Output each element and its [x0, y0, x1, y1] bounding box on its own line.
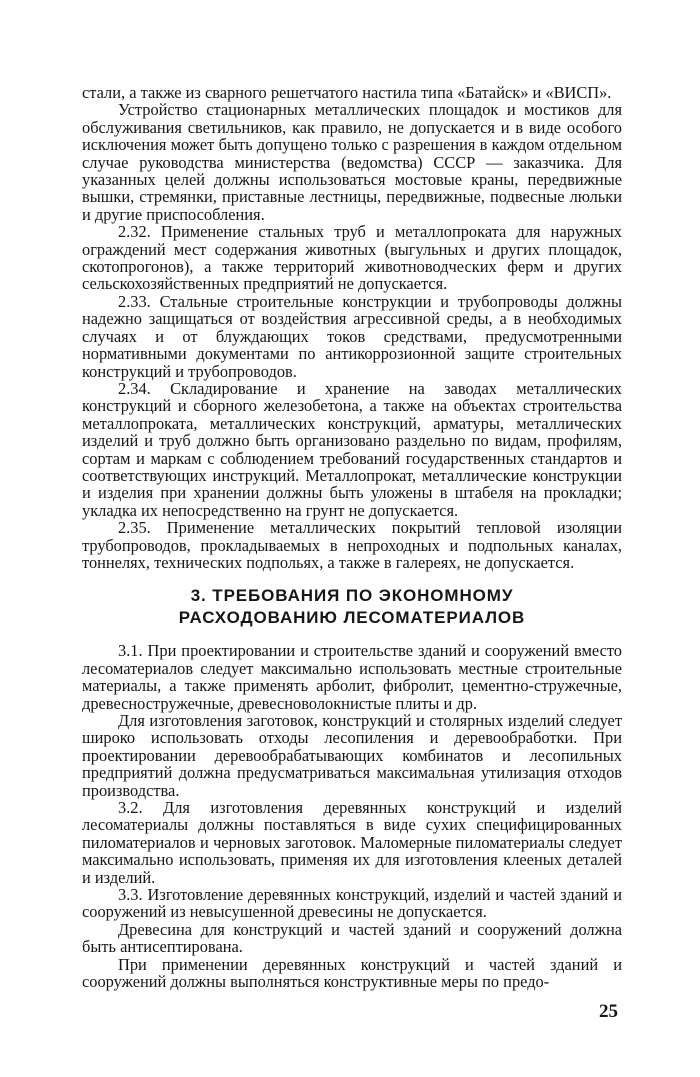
section-heading-line-2: РАСХОДОВАНИЮ ЛЕСОМАТЕРИАЛОВ	[178, 608, 526, 628]
paragraph-2-32: 2.32. Применение стальных труб и металлопроката для наружных ограждений мест содержания животных (выгульных и других площадок, скотопрогонов), а также территорий животноводческих ферм и других сельскохозяйственных предприятий не допускается.	[82, 222, 622, 294]
paragraph-3-1: 3.1. При проектировании и строительстве зданий и сооружений вместо лесоматериалов следует максимально использовать местные строительные материалы, а также применять арболит, фибролит, цементно-стружечные, древесностружечные, древесноволокнистые плиты и др.	[82, 641, 622, 713]
paragraph-constructive-measures: При применении деревянных конструкций и частей зданий и сооружений должны выполняться конструктивные меры по предо-	[82, 954, 622, 992]
paragraph-continuation: стали, а также из сварного решетчатого настила типа «Батайск» и «ВИСП».	[82, 83, 612, 102]
page-number: 25	[599, 1001, 618, 1022]
paragraph-3-2: 3.2. Для изготовления деревянных конструкций и изделий лесоматериалы должны поставляться в виде сухих специфицированных пиломатериалов и черновых заготовок. Маломерные пиломатериалы следует максимально использовать, применяя их для изготовления клееных деталей и изделий.	[82, 798, 622, 887]
section-heading-line-1: 3. ТРЕБОВАНИЯ ПО ЭКОНОМНОМУ	[190, 586, 514, 606]
paragraph-waste-use: Для изготовления заготовок, конструкций и столярных изделий следует широко использовать отходы лесопиления и деревообработки. При проектировании деревообрабатывающих комбинатов и лесопильных предприятий должна предусматриваться максимальная утилизация отходов производства.	[82, 711, 622, 800]
document-page	[82, 84, 622, 991]
paragraph-2-35: 2.35. Применение металлических покрытий тепловой изоляции трубопроводов, прокладываемых в непроходных и подпольных каналах, тоннелях, технических подпольях, а также в галереях, не допускается.	[82, 518, 622, 572]
section-heading	[82, 585, 622, 629]
paragraph-2-33: 2.33. Стальные строительные конструкции и трубопроводы должны надежно защищаться от воздействия агрессивной среды, а в необходимых случаях и от блуждающих токов средствами, предусмотренными нормативными документами по антикоррозионной защите строительных конструкций и трубопроводов.	[82, 291, 622, 381]
paragraph-2-34: 2.34. Складирование и хранение на заводах металлических конструкций и сборного железобетона, а также на объектах строительства металлопроката, металлических конструкций, арматуры, металлических изделий и труб должно быть организовано раздельно по видам, профилям, сортам и маркам с соблюдением требований государственных стандартов и соответствующих инструкций. Металлопрокат, металлические конструкции и изделия при хранении должны быть уложены в штабеля на прокладки; укладка их непосредственно на грунт не допускается.	[82, 378, 622, 520]
paragraph-antiseptic: Древесина для конструкций и частей зданий и сооружений должна быть антисептирована.	[82, 919, 622, 957]
paragraph-lighting-platforms: Устройство стационарных металлических площадок и мостиков для обслуживания светильников, как правило, не допускается и в виде особого исключения может быть допущено только с разрешения в каждом отдельном случае руководства министерства (ведомства) СССР — заказчика. Для указанных целей должны использоваться мостовые краны, передвижные вышки, стремянки, приставные лестницы, передвижные, подвесные люльки и другие приспособления.	[82, 100, 622, 224]
paragraph-3-3: 3.3. Изготовление деревянных конструкций, изделий и частей зданий и сооружений из невысушенной древесины не допускается.	[82, 885, 622, 922]
